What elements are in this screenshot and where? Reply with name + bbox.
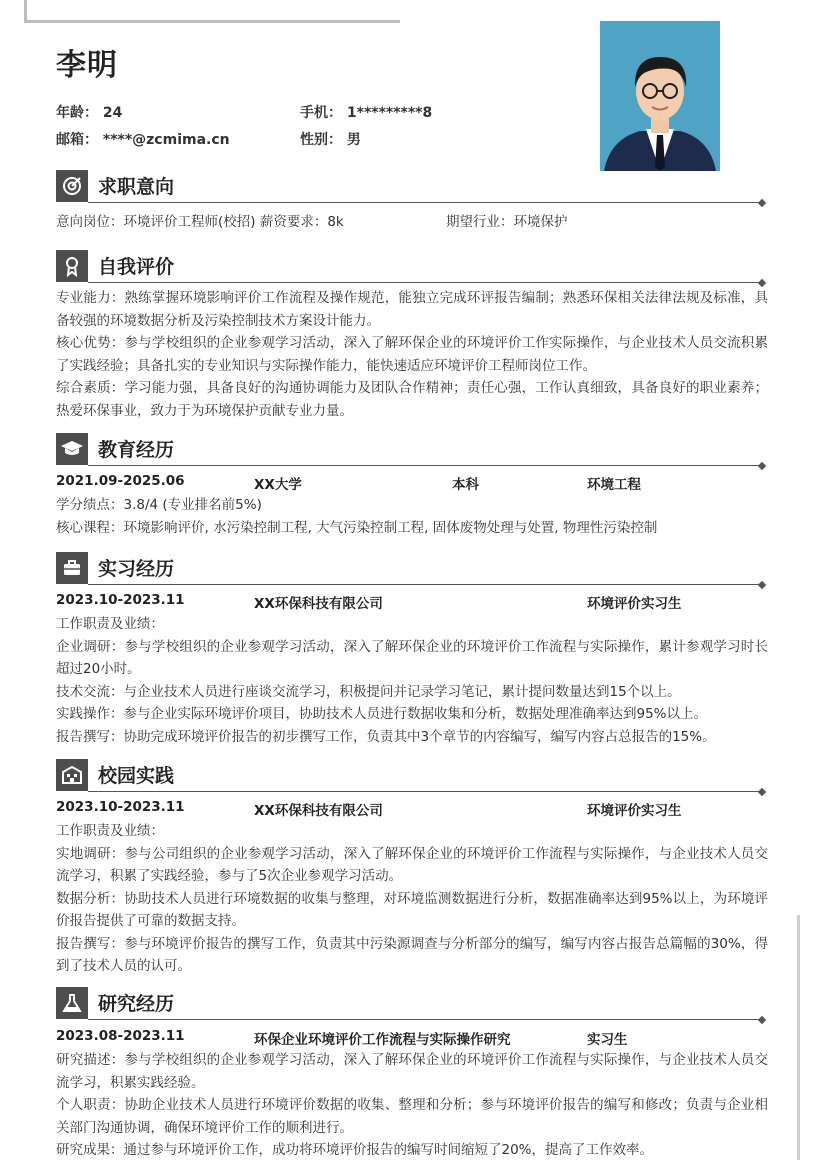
diamond-marker (758, 788, 766, 796)
section-rule (88, 584, 760, 585)
internship-line: 技术交流：与企业技术人员进行座谈交流学习，积极提问并记录学习笔记，累计提问数量达到15个以上。 (56, 683, 681, 700)
briefcase-icon (56, 552, 88, 584)
research-role: 实习生 (587, 1032, 628, 1048)
diamond-marker (758, 199, 766, 207)
campus-details (56, 820, 768, 978)
section-job-intent (56, 170, 766, 204)
expected-industry: 期望行业：环境保护 (446, 214, 568, 230)
education-major: 环境工程 (587, 477, 641, 493)
email-label: 邮箱： (56, 132, 98, 148)
research-line: 研究描述：参与学校组织的企业参观学习活动，深入了解环保企业的环境评价工作流程与实际操作，与企业技术人员交流学习，积累实践经验。 (56, 1052, 768, 1091)
email-info (56, 129, 230, 149)
education-degree: 本科 (452, 477, 479, 493)
section-research (56, 987, 766, 1021)
education-details (56, 494, 768, 539)
research-project: 环保企业环境评价工作流程与实际操作研究 (254, 1032, 511, 1048)
campus-line: 工作职责及业绩： (56, 823, 164, 839)
salary-expectation: 薪资要求：8k (259, 214, 344, 230)
section-title: 求职意向 (98, 176, 175, 198)
internship-line: 报告撰写：协助完成环境评价报告的初步撰写工作，负责其中3个章节的内容编写，编写内容占总报告的15%。 (56, 728, 716, 745)
campus-role: 环境评价实习生 (587, 803, 682, 819)
graduation-cap-icon (56, 433, 88, 465)
section-title: 实习经历 (98, 558, 175, 580)
section-title: 研究经历 (98, 993, 175, 1015)
internship-role: 环境评价实习生 (587, 596, 682, 612)
resume-name: 李明 (56, 48, 118, 83)
research-line: 个人职责：协助企业技术人员进行环境评价数据的收集、整理和分析；参与环境评价报告的编写和修改；负责与企业相关部门沟通协调，确保环境评价工作的顺利进行。 (56, 1097, 768, 1136)
internship-line: 工作职责及业绩： (56, 616, 164, 632)
research-date: 2023.08-2023.11 (56, 1028, 185, 1044)
decor-right-line (797, 915, 800, 1160)
education-date: 2021.09-2025.06 (56, 473, 185, 489)
internship-company: XX环保科技有限公司 (254, 596, 383, 612)
gender-info (300, 129, 361, 149)
decor-vertical-line (24, 0, 27, 22)
education-gpa: 学分绩点：3.8/4 (专业排名前5%) (56, 497, 262, 513)
age-label: 年龄： (56, 105, 98, 121)
campus-date: 2023.10-2023.11 (56, 799, 185, 815)
flask-icon (56, 987, 88, 1019)
diamond-marker (758, 581, 766, 589)
campus-line: 实地调研：参与公司组织的企业参观学习活动，深入了解环保企业的环境评价工作流程与实际操作，与企业技术人员交流学习，积累了实践经验，参与了5次企业参观学习活动。 (56, 845, 768, 884)
age-value: 24 (102, 105, 123, 121)
diamond-marker (758, 462, 766, 470)
internship-details (56, 613, 768, 748)
section-self-evaluation (56, 250, 766, 284)
section-title: 校园实践 (98, 765, 175, 787)
section-education (56, 433, 766, 467)
phone-info (300, 102, 432, 122)
portrait-illustration (600, 21, 720, 171)
age-info (56, 102, 122, 122)
internship-line: 实践操作：参与企业实际环境评价项目，协助技术人员进行数据收集和分析，数据处理准确率达到95%以上。 (56, 706, 708, 722)
section-rule (88, 202, 760, 203)
intended-position: 意向岗位：环境评价工程师(校招) (56, 214, 256, 230)
phone-value: 1*********8 (346, 105, 433, 121)
section-campus-practice (56, 759, 766, 793)
campus-company: XX环保科技有限公司 (254, 803, 383, 819)
section-rule (88, 1019, 760, 1020)
campus-line: 报告撰写：参与环境评价报告的撰写工作，负责其中污染源调查与分析部分的编写，编写内容占报告总篇幅的30%，得到了技术人员的认可。 (56, 935, 768, 974)
target-icon (56, 170, 88, 202)
section-internship (56, 552, 766, 586)
internship-date: 2023.10-2023.11 (56, 592, 185, 608)
gender-value: 男 (346, 132, 361, 148)
self-eval-line: 专业能力：熟练掌握环境影响评价工作流程及操作规范，能独立完成环评报告编制；熟悉环保相关法律法规及标准，具备较强的环境数据分析及污染控制技术方案设计能力。 (56, 290, 768, 329)
decor-horizontal-line (24, 20, 400, 23)
profile-photo (600, 21, 720, 171)
education-school: XX大学 (254, 477, 302, 493)
research-details (56, 1049, 768, 1162)
education-courses: 核心课程：环境影响评价, 水污染控制工程, 大气污染控制工程, 固体废物处理与处置, 物理性污染控制 (56, 519, 658, 536)
self-eval-line: 综合素质：学习能力强，具备良好的沟通协调能力及团队合作精神；责任心强，工作认真细致，具备良好的职业素养；热爱环保事业，致力于为环境保护贡献专业力量。 (56, 380, 768, 419)
gender-label: 性别： (300, 132, 342, 148)
section-title: 自我评价 (98, 256, 175, 278)
section-rule (88, 282, 760, 283)
diamond-marker (758, 1016, 766, 1024)
building-icon (56, 759, 88, 791)
award-icon (56, 250, 88, 282)
self-eval-line: 核心优势：参与学校组织的企业参观学习活动，深入了解环保企业的环境评价工作实际操作，与企业技术人员交流积累了实践经验；具备扎实的专业知识与实际操作能力，能快速适应环境评价工程师岗位工作。 (56, 335, 768, 374)
email-value: ****@zcmima.cn (102, 132, 230, 148)
section-title: 教育经历 (98, 439, 175, 461)
self-eval-text (56, 287, 768, 422)
section-rule (88, 465, 760, 466)
campus-line: 数据分析：协助技术人员进行环境数据的收集与整理，对环境监测数据进行分析，数据准确率达到95%以上，为环境评价报告提供了可靠的数据支持。 (56, 890, 768, 929)
job-intent-row (56, 211, 768, 234)
research-line: 研究成果：通过参与环境评价工作，成功将环境评价报告的编写时间缩短了20%，提高了工作效率。 (56, 1142, 654, 1158)
internship-line: 企业调研：参与学校组织的企业参观学习活动，深入了解环保企业的环境评价工作流程与实际操作，累计参观学习时长超过20小时。 (56, 638, 768, 677)
phone-label: 手机： (300, 105, 342, 121)
section-rule (88, 791, 760, 792)
diamond-marker (758, 279, 766, 287)
